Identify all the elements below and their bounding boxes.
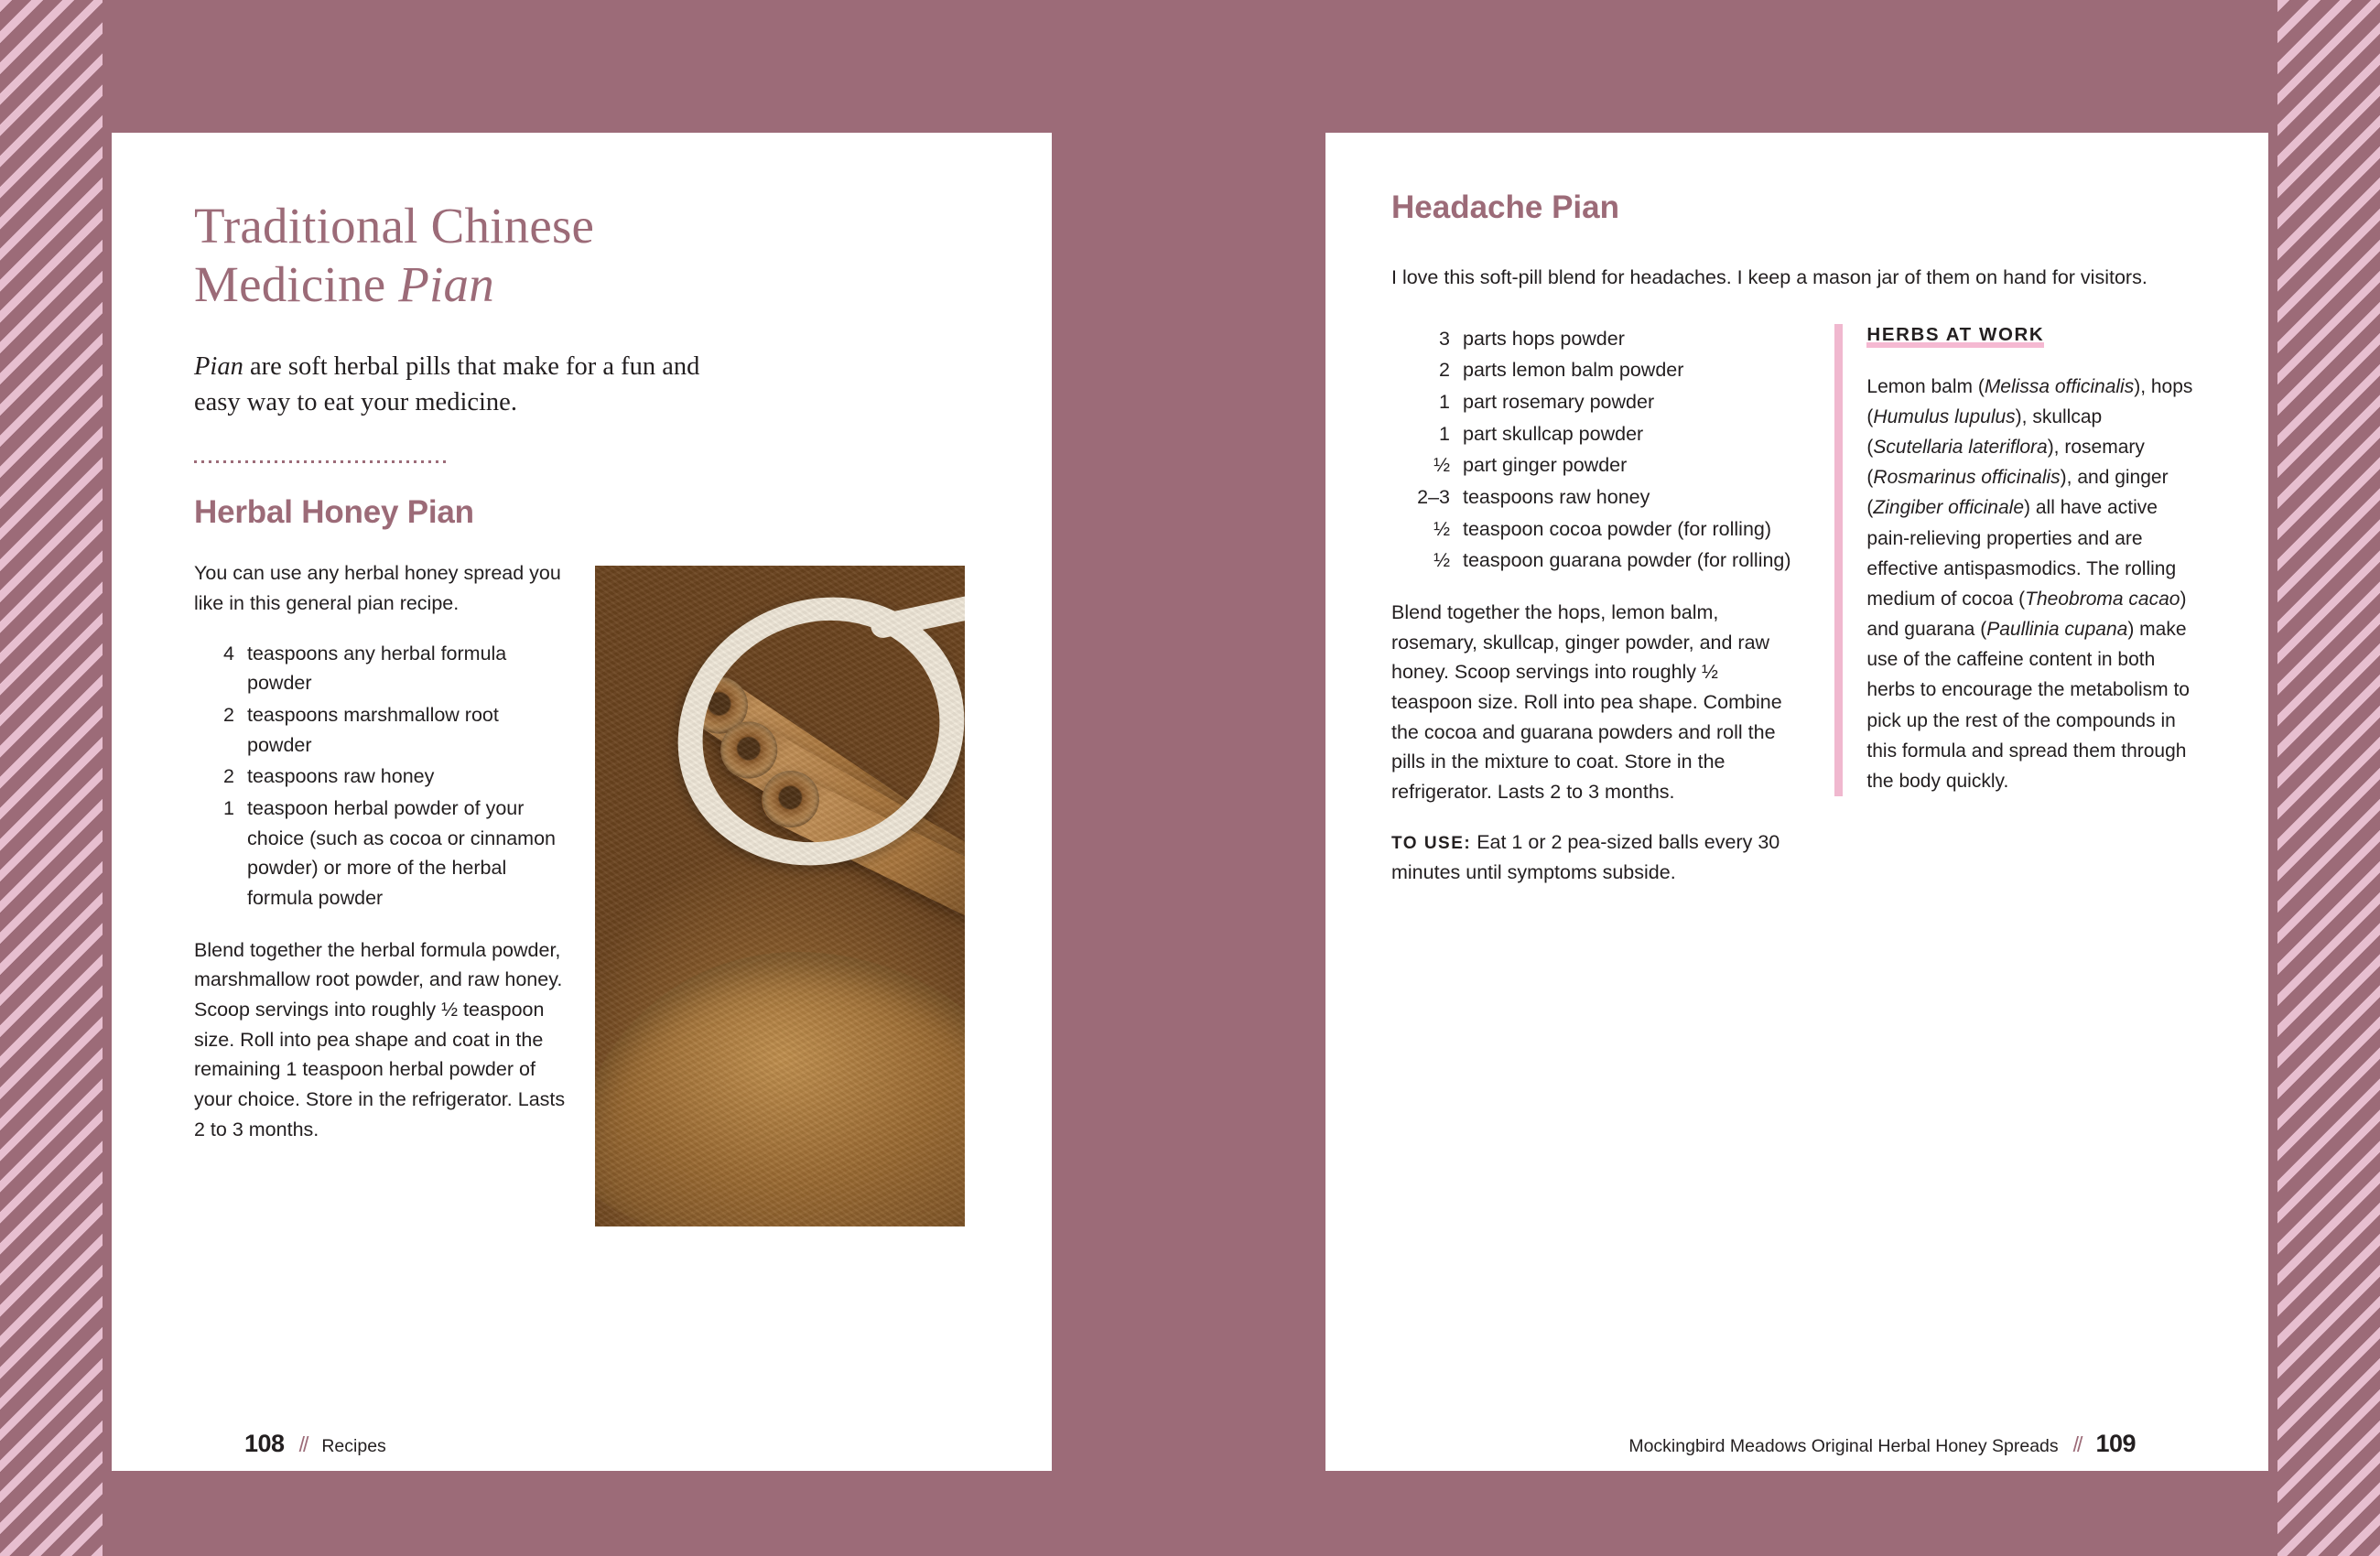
ingredient-text: part rosemary powder: [1463, 391, 1655, 414]
ingredient-list-right: [1391, 324, 1794, 576]
ingredient-text: part ginger powder: [1463, 454, 1628, 477]
ingredient-text: teaspoon guarana powder (for rolling): [1463, 549, 1791, 572]
botanical-name: Theobroma cacao: [2025, 588, 2180, 610]
sidebar-text: ), hops (: [1866, 375, 2193, 427]
decorative-stripe-left: [0, 0, 103, 1556]
ingredient-text: teaspoons raw honey: [1463, 486, 1650, 509]
to-use-text: Eat 1 or 2 pea-sized balls every 30 minutes until symptoms subside.: [1391, 830, 1780, 883]
chapter-title-line2: Medicine: [194, 255, 399, 312]
ingredient-quantity: 3: [1439, 327, 1450, 350]
list-item: [1391, 546, 1794, 576]
ingredient-text: teaspoons raw honey: [247, 765, 435, 788]
botanical-name: Melissa officinalis: [1984, 375, 2135, 397]
ingredient-text: teaspoons any herbal formula powder: [247, 642, 507, 695]
dotted-divider: [194, 460, 446, 463]
sidebar-text: ) and guarana (: [1866, 588, 2187, 641]
sidebar-body: [1866, 372, 2195, 796]
sidebar-text: ), skullcap (: [1866, 405, 2103, 459]
ingredient-quantity: 2–3: [1417, 486, 1450, 509]
decorative-stripe-right: [2277, 0, 2380, 1556]
footer-slashes: //: [298, 1432, 308, 1456]
ingredient-quantity: 1: [223, 796, 234, 819]
recipe-intro-right: I love this soft-pill blend for headaches. I keep a mason jar of them on hand for visitors.: [1391, 266, 2147, 288]
botanical-name: Humulus lupulus: [1873, 405, 2016, 427]
left-text-column: [194, 558, 566, 1226]
chapter-intro-rest: are soft herbal pills that make for a fun and easy way to eat your medicine.: [194, 351, 700, 416]
ingredient-quantity: 1: [1439, 422, 1450, 445]
ingredient-quantity: ½: [1433, 517, 1450, 540]
chapter-title-line1: Traditional Chinese: [194, 198, 595, 254]
list-item: [1391, 419, 1794, 449]
footer-left: [244, 1430, 386, 1458]
cinnamon-photo: [595, 566, 965, 1226]
recipe-method-left: Blend together the herbal formula powder, marshmallow root powder, and raw honey. Scoop servings into roughly ½ teaspoon size. Roll into pea shape and coat in the remaining 1 teaspoon herbal powder of your choice. Store in the refrigerator. Lasts 2 to 3 months.: [194, 938, 566, 1140]
botanical-name: Rosmarinus officinalis: [1873, 467, 2061, 489]
page-number-left: 108: [244, 1430, 285, 1457]
ingredient-quantity: ½: [1433, 454, 1450, 477]
page-right: [1325, 133, 2268, 1471]
chapter-intro-italic: Pian: [194, 351, 243, 381]
sidebar-column: [1834, 324, 2195, 908]
ingredient-quantity: 4: [223, 642, 234, 665]
ingredient-quantity: 2: [223, 703, 234, 726]
to-use-label: TO USE:: [1391, 833, 1472, 853]
running-head-left: Recipes: [321, 1436, 386, 1456]
right-text-column: [1391, 324, 1794, 908]
running-head-right: Mockingbird Meadows Original Herbal Honey Spreads: [1628, 1436, 2059, 1456]
recipe-title-right: Headache Pian: [1391, 189, 1619, 225]
ingredient-quantity: 1: [1439, 391, 1450, 414]
to-use-block: [1391, 827, 1794, 888]
sidebar-text: ), and ginger (: [1866, 467, 2169, 519]
list-item: [1391, 387, 1794, 417]
page-left: [112, 133, 1052, 1471]
ingredient-text: part skullcap powder: [1463, 422, 1644, 445]
page-number-right: 109: [2095, 1430, 2136, 1457]
herbs-at-work-sidebar: [1834, 324, 2195, 796]
recipe-method-right: Blend together the hops, lemon balm, rosemary, skullcap, ginger powder, and raw honey. Scoop servings into roughly ½ teaspoon size. Roll into pea shape. Combine the cocoa and guarana powders and roll the pills in the mixture to coat. Store in the refrigerator. Lasts 2 to 3 months.: [1391, 601, 1782, 804]
photo-texture: [595, 566, 965, 1226]
list-item: [1391, 514, 1794, 545]
list-item: [194, 639, 566, 698]
sidebar-text: ) all have active pain-relieving properties and are effective antispasmodics. The rolling medium of cocoa (: [1866, 497, 2177, 610]
ingredient-text: teaspoon cocoa powder (for rolling): [1463, 517, 1772, 540]
ingredient-text: teaspoons marshmallow root powder: [247, 703, 499, 756]
list-item: [1391, 482, 1794, 513]
list-item: [194, 794, 566, 913]
footer-slashes: //: [2072, 1432, 2082, 1456]
sidebar-text: Lemon balm (: [1866, 375, 1985, 397]
ingredient-text: teaspoon herbal powder of your choice (such as cocoa or cinnamon powder) or more of the herbal formula powder: [247, 796, 557, 909]
ingredient-quantity: ½: [1433, 549, 1450, 572]
page-title: [194, 197, 965, 314]
ingredient-quantity: 2: [1439, 359, 1450, 382]
ingredient-quantity: 2: [223, 765, 234, 788]
recipe-intro-left: You can use any herbal honey spread you like in this general pian recipe.: [194, 562, 561, 614]
recipe-title-left: Herbal Honey Pian: [194, 494, 474, 531]
botanical-name: Zingiber officinale: [1873, 497, 2025, 519]
sidebar-text: ), rosemary (: [1866, 437, 2145, 489]
botanical-name: Scutellaria lateriflora: [1873, 437, 2048, 459]
list-item: [194, 762, 566, 792]
ingredient-text: parts lemon balm powder: [1463, 359, 1684, 382]
footer-right: [1628, 1430, 2136, 1458]
list-item: [1391, 450, 1794, 481]
ingredient-text: parts hops powder: [1463, 327, 1625, 350]
list-item: [1391, 324, 1794, 354]
chapter-title-italic: Pian: [398, 255, 494, 312]
sidebar-text: ) make use of the caffeine content in both herbs to encourage the metabolism to pick up the rest of the compounds in this formula and spread them through the body quickly.: [1866, 619, 2190, 792]
list-item: [1391, 355, 1794, 385]
sidebar-heading: HERBS AT WORK: [1866, 324, 2044, 348]
chapter-intro: [194, 349, 743, 421]
ingredient-list-left: [194, 639, 566, 913]
list-item: [194, 700, 566, 760]
botanical-name: Paullinia cupana: [1986, 619, 2128, 641]
